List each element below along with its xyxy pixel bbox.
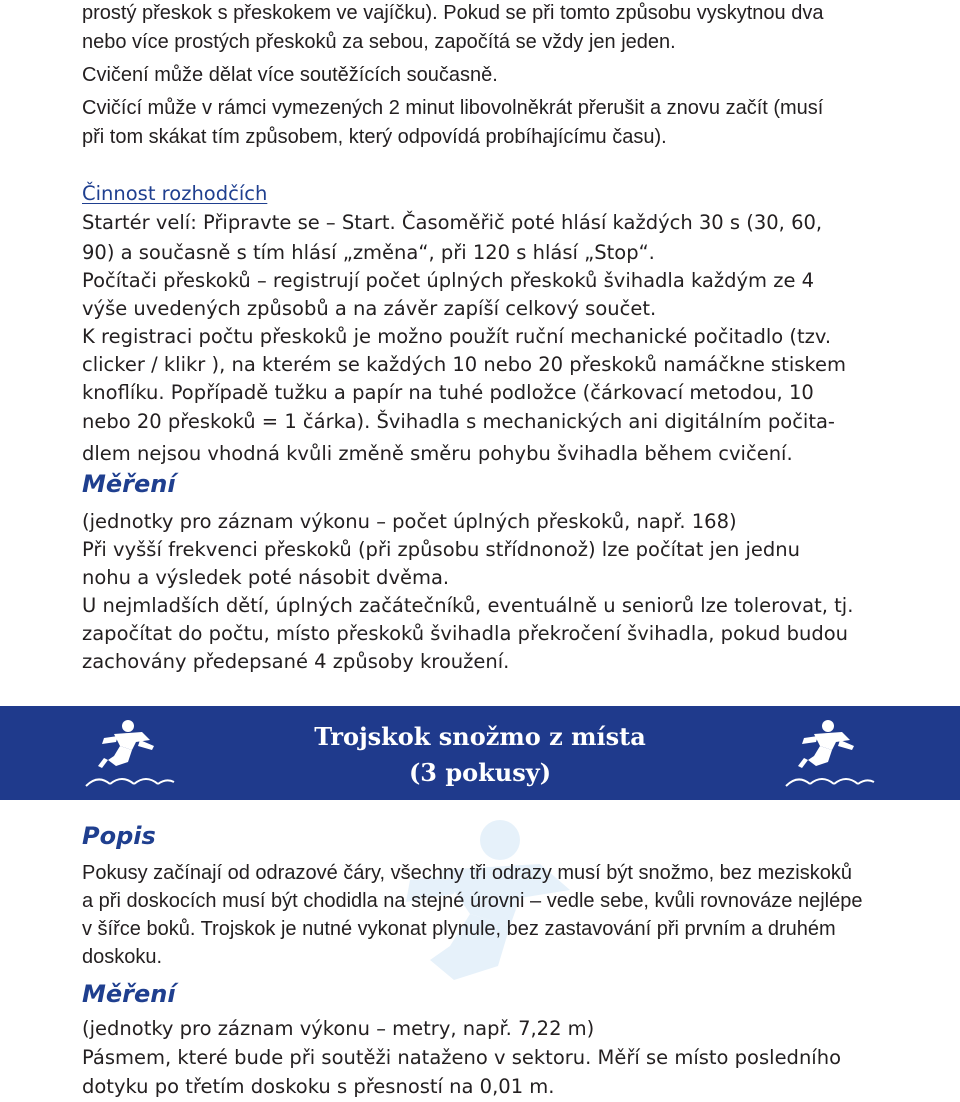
discipline-banner <box>0 706 960 800</box>
text-line: (jednotky pro záznam výkonu – metry, např. 7,22 m) <box>82 1017 595 1040</box>
text-line: při tom skákat tím způsobem, který odpovídá probíhajícímu času). <box>82 126 667 148</box>
text-line: nebo 20 přeskoků = 1 čárka). Švihadla s mechanických ani digitálním počita- <box>82 410 835 433</box>
measurement-heading: Měření <box>82 980 176 1008</box>
description-section <box>82 859 882 971</box>
banner-title-line1: Trojskok snožmo z místa <box>314 722 646 751</box>
text-line: Pásmem, které bude při soutěži nataženo v sektoru. Měří se místo posledního <box>82 1046 842 1069</box>
text-line: prostý přeskok s přeskokem ve vajíčku). Pokud se při tomto způsobu vyskytnou dva <box>82 2 824 24</box>
text-line: Cvičení může dělat více soutěžících současně. <box>82 64 498 86</box>
text-line: U nejmladších dětí, úplných začátečníků, eventuálně u seniorů lze tolerovat, tj. <box>82 594 854 617</box>
text-line: 90) a současně s tím hlásí „změna“, při 120 s hlásí „Stop“. <box>82 241 655 264</box>
text-line: nohu a výsledek poté násobit dvěma. <box>82 566 450 589</box>
judges-heading: Činnost rozhodčích <box>82 182 268 205</box>
text-line: Počítači přeskoků – registrují počet úplných přeskoků švihadla každým ze 4 <box>82 269 815 292</box>
text-line: doskoku. <box>82 946 163 968</box>
text-line: započítat do počtu, místo přeskoků švihadla překročení švihadla, pokud budou <box>82 622 849 645</box>
text-line: zachovány předepsané 4 způsoby kroužení. <box>82 650 510 673</box>
text-line: Při vyšší frekvenci přeskoků (při způsobu střídnonož) lze počítat jen jednu <box>82 538 801 561</box>
text-line: (jednotky pro záznam výkonu – počet úplných přeskoků, např. 168) <box>82 510 737 533</box>
text-line: dotyku po třetím doskoku s přesností na 0,01 m. <box>82 1075 555 1098</box>
text-line: knoflíku. Popřípadě tužku a papír na tuhé podložce (čárkovací metodou, 10 <box>82 381 814 404</box>
text-line: a při doskocích musí být chodidla na stejné úrovni – vedle sebe, kvůli rovnováze nejlépe <box>82 890 863 912</box>
jumper-icon <box>784 716 876 796</box>
description-heading: Popis <box>82 822 156 850</box>
text-line: Cvičící může v rámci vymezených 2 minut libovolněkrát přerušit a znovu začít (musí <box>82 97 824 119</box>
text-line: nebo více prostých přeskoků za sebou, započítá se vždy jen jeden. <box>82 31 676 53</box>
text-line: výše uvedených způsobů a na závěr zapíší celkový součet. <box>82 297 657 320</box>
text-line: dlem nejsou vhodná kvůli změně směru pohybu švihadla během cvičení. <box>82 442 793 465</box>
text-line: v šířce boků. Trojskok je nutné vykonat plynule, bez zastavování při prvním a druhém <box>82 918 836 940</box>
measurement-section <box>82 507 882 676</box>
judges-section <box>82 180 882 471</box>
text-line: Startér velí: Připravte se – Start. Časoměřič poté hlásí každých 30 s (30, 60, <box>82 211 823 234</box>
text-line: Pokusy začínají od odrazové čáry, všechny tři odrazy musí být snožmo, bez meziskoků <box>82 862 852 884</box>
intro-text <box>82 0 882 151</box>
measurement-heading: Měření <box>82 470 176 498</box>
text-line: K registraci počtu přeskoků je možno použít ruční mechanické počitadlo (tzv. <box>82 325 832 348</box>
banner-title-line2: (3 pokusy) <box>408 758 552 787</box>
measurement-section <box>82 1015 882 1101</box>
text-line: clicker / klikr ), na kterém se každých 10 nebo 20 přeskoků namáčkne stiskem <box>82 353 846 376</box>
